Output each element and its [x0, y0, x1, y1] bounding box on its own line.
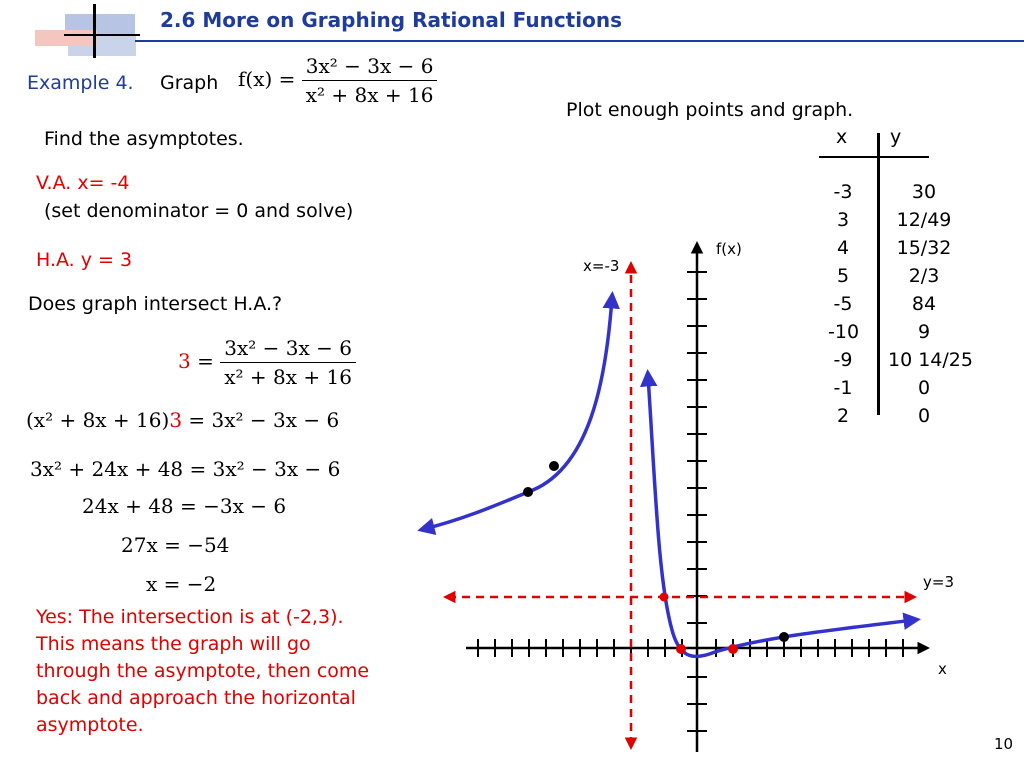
- step-4: 24x + 48 = −3x − 6: [82, 494, 287, 518]
- fx-axis-label: f(x): [716, 240, 742, 258]
- page-number: 10: [994, 735, 1014, 753]
- conclusion-line-1: Yes: The intersection is at (-2,3).: [36, 606, 344, 628]
- table-cell-x: -1: [833, 377, 853, 399]
- conclusion-line-5: asymptote.: [36, 714, 144, 736]
- table-header-x: x: [836, 126, 848, 148]
- table-cell-x: -5: [833, 293, 853, 315]
- table-cell-x: 5: [836, 265, 850, 287]
- step2-paren: (x² + 8x + 16): [26, 408, 170, 432]
- fx-label: f(x) =: [238, 67, 296, 91]
- table-cell-y: 0: [917, 377, 931, 399]
- table-cell-y: 10 14/25: [888, 349, 973, 371]
- table-cell-x: -3: [833, 181, 853, 203]
- left-branch-curve: [424, 298, 612, 529]
- x-axis-label: x: [938, 660, 947, 678]
- step2-three: 3: [169, 408, 183, 432]
- step1-numerator: 3x² − 3x − 6: [220, 336, 356, 363]
- step1-denominator: x² + 8x + 16: [224, 365, 352, 389]
- right-branch-curve: [648, 376, 914, 657]
- vertical-asymptote: V.A. x= -4: [36, 172, 130, 194]
- step1-eq: =: [197, 349, 214, 373]
- table-cell-y: 30: [911, 181, 937, 203]
- step-3: 3x² + 24x + 48 = 3x² − 3x − 6: [30, 457, 341, 481]
- table-cell-y: 0: [917, 405, 931, 427]
- plot-instructions: Plot enough points and graph.: [566, 99, 854, 121]
- va-note: (set denominator = 0 and solve): [44, 200, 354, 222]
- step-5: 27x = −54: [121, 533, 230, 557]
- point-red-root-2: [728, 644, 738, 654]
- table-cell-x: 3: [836, 209, 850, 231]
- axis-ticks: [478, 272, 903, 731]
- ha-label: y=3: [923, 573, 954, 591]
- conclusion-line-2: This means the graph will go: [36, 633, 311, 655]
- table-cell-y: 15/32: [896, 237, 952, 259]
- horizontal-asymptote: H.A. y = 3: [36, 249, 133, 271]
- point-black-3: [779, 632, 789, 642]
- point-black-1: [549, 461, 559, 471]
- example-label: Example 4.: [27, 72, 134, 94]
- example-denominator: x² + 8x + 16: [305, 83, 434, 107]
- point-red-root-1: [676, 644, 686, 654]
- find-asymptotes: Find the asymptotes.: [44, 128, 244, 150]
- table-cell-y: 9: [917, 321, 931, 343]
- table-cell-x: 2: [836, 405, 850, 427]
- step-6: x = −2: [146, 572, 217, 596]
- table-cell-x: -9: [833, 349, 853, 371]
- table-cell-y: 12/49: [896, 209, 952, 231]
- point-red-ha-intersection: [660, 593, 669, 602]
- point-black-2: [523, 487, 533, 497]
- table-cell-y: 2/3: [908, 265, 940, 287]
- va-label: x=-3: [583, 257, 620, 275]
- table-cell-x: 4: [836, 237, 850, 259]
- step2-rhs: = 3x² − 3x − 6: [188, 408, 340, 432]
- conclusion-line-3: through the asymptote, then come: [36, 660, 370, 682]
- intersect-question: Does graph intersect H.A.?: [28, 293, 283, 315]
- table-cell-x: -10: [828, 321, 860, 343]
- conclusion-line-4: back and approach the horizontal: [36, 687, 356, 709]
- graph-word: Graph: [160, 72, 219, 94]
- example-numerator: 3x² − 3x − 6: [302, 54, 438, 81]
- table-cell-y: 84: [911, 293, 937, 315]
- table-header-y: y: [890, 126, 902, 148]
- page-title: 2.6 More on Graphing Rational Functions: [160, 8, 622, 32]
- step1-lhs: 3: [178, 349, 191, 373]
